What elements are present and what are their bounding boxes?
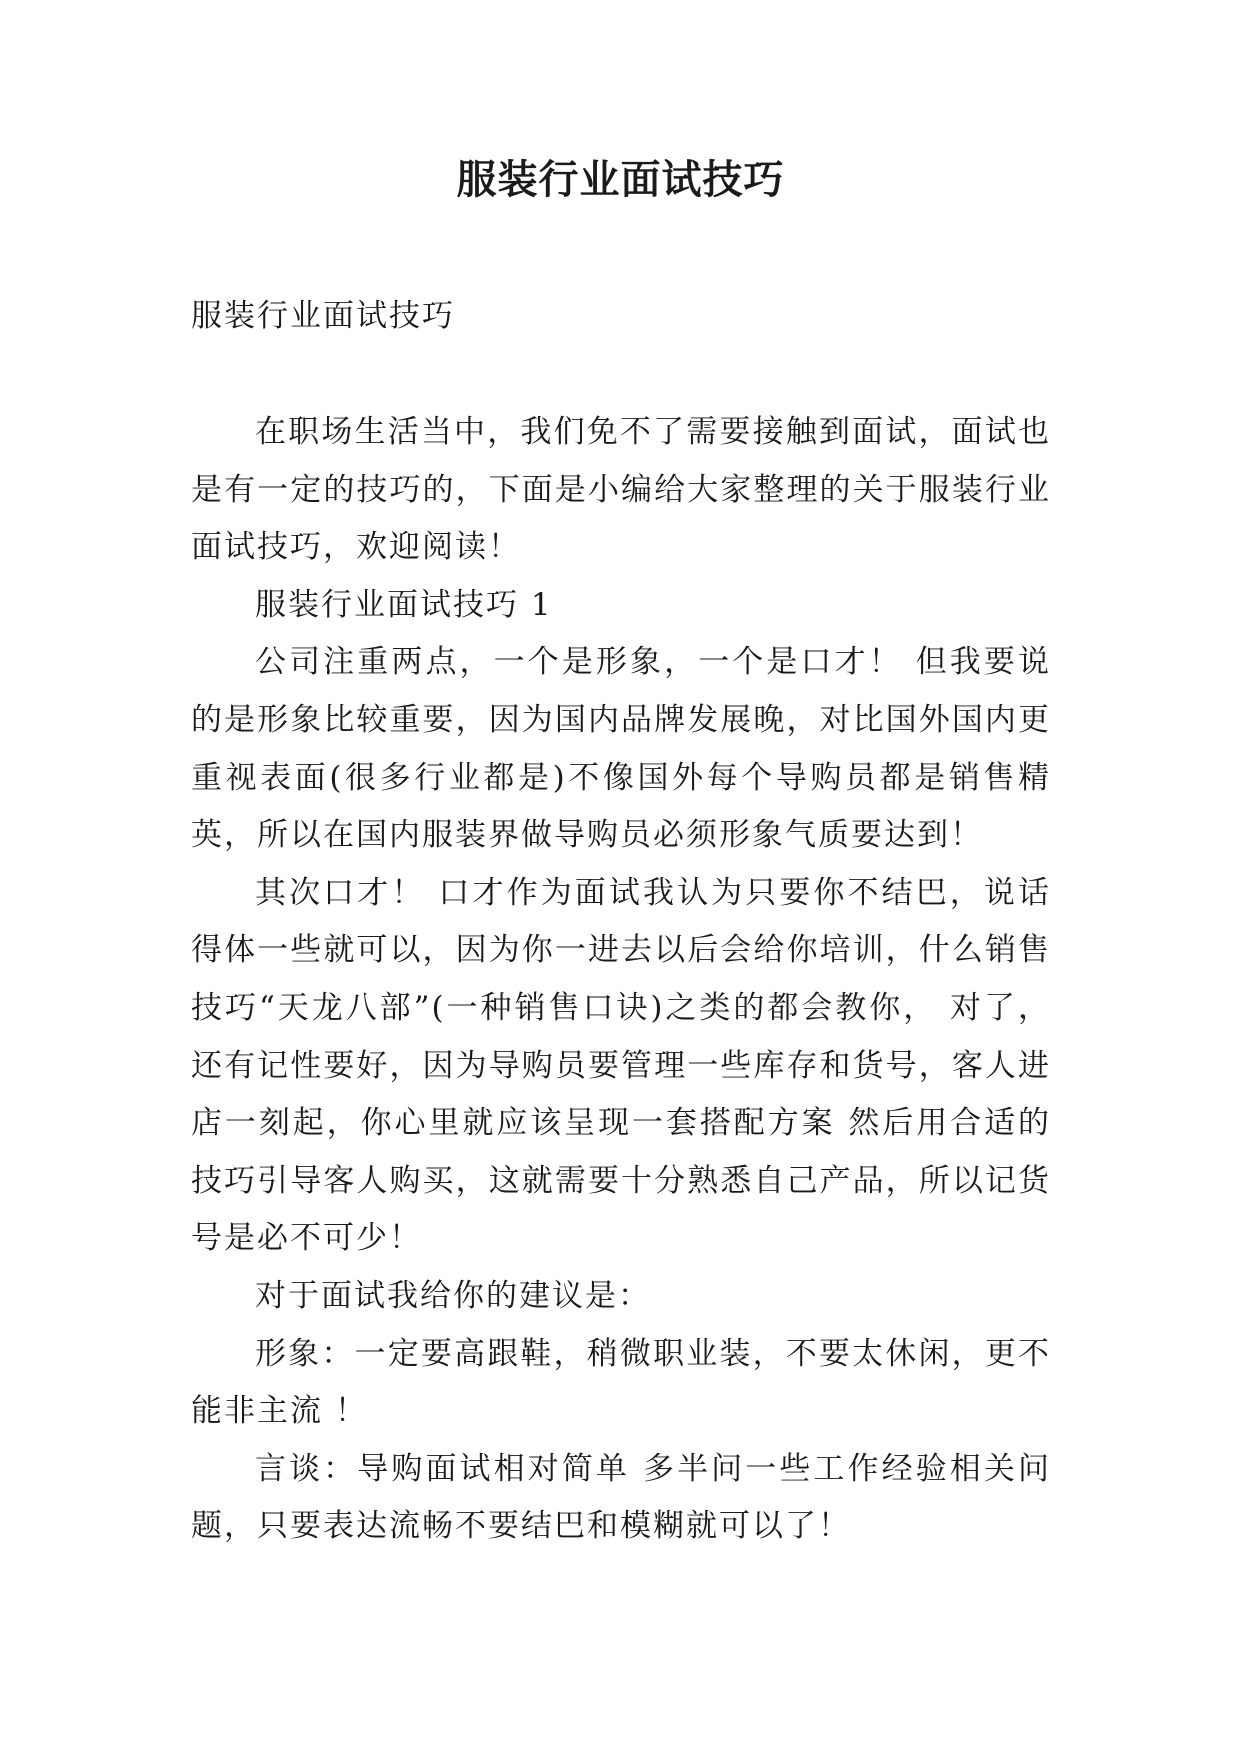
document-subtitle: 服装行业面试技巧 xyxy=(191,298,455,334)
paragraph-advice-lead: 对于面试我给你的建议是： xyxy=(255,1277,651,1314)
paragraph-appearance: 公司注重两点，一个是形象，一个是口才！ 但我要说的是形象比较重要，因为国内品牌发展晚，对比国外国内更重视表面(很多行业都是)不像国外每个导购员都是销售精英，所以在国内服装界做导购员必须形象气质要达到！ xyxy=(191,644,1051,854)
paragraph-intro: 在职场生活当中，我们免不了需要接触到面试，面试也是有一定的技巧的，下面是小编给大家整理的关于服装行业面试技巧，欢迎阅读！ xyxy=(191,414,1051,566)
paragraph-eloquence: 其次口才！ 口才作为面试我认为只要你不结巴，说话得体一些就可以，因为你一进去以后会给你培训，什么销售技巧“天龙八部”(一种销售口诀)之类的都会教你， 对了，还有记性要好，因为导购员要管理一些库存和货号，客人进店一刻起，你心里就应该呈现一套搭配方案 然后用合适的技巧引导客人购买，这就需要十分熟悉自己产品，所以记货号是必不可少！ xyxy=(191,874,1051,1257)
paragraph-advice-appearance: 形象：一定要高跟鞋，稍微职业装，不要太休闲，更不能非主流 ！ xyxy=(191,1335,1051,1430)
paragraph-advice-speech: 言谈：导购面试相对简单 多半问一些工作经验相关问题，只要表达流畅不要结巴和模糊就可以了！ xyxy=(191,1450,1051,1545)
document-body xyxy=(191,404,1051,1556)
section-heading: 服装行业面试技巧 1 xyxy=(255,586,553,623)
document-title: 服装行业面试技巧 xyxy=(456,157,785,203)
